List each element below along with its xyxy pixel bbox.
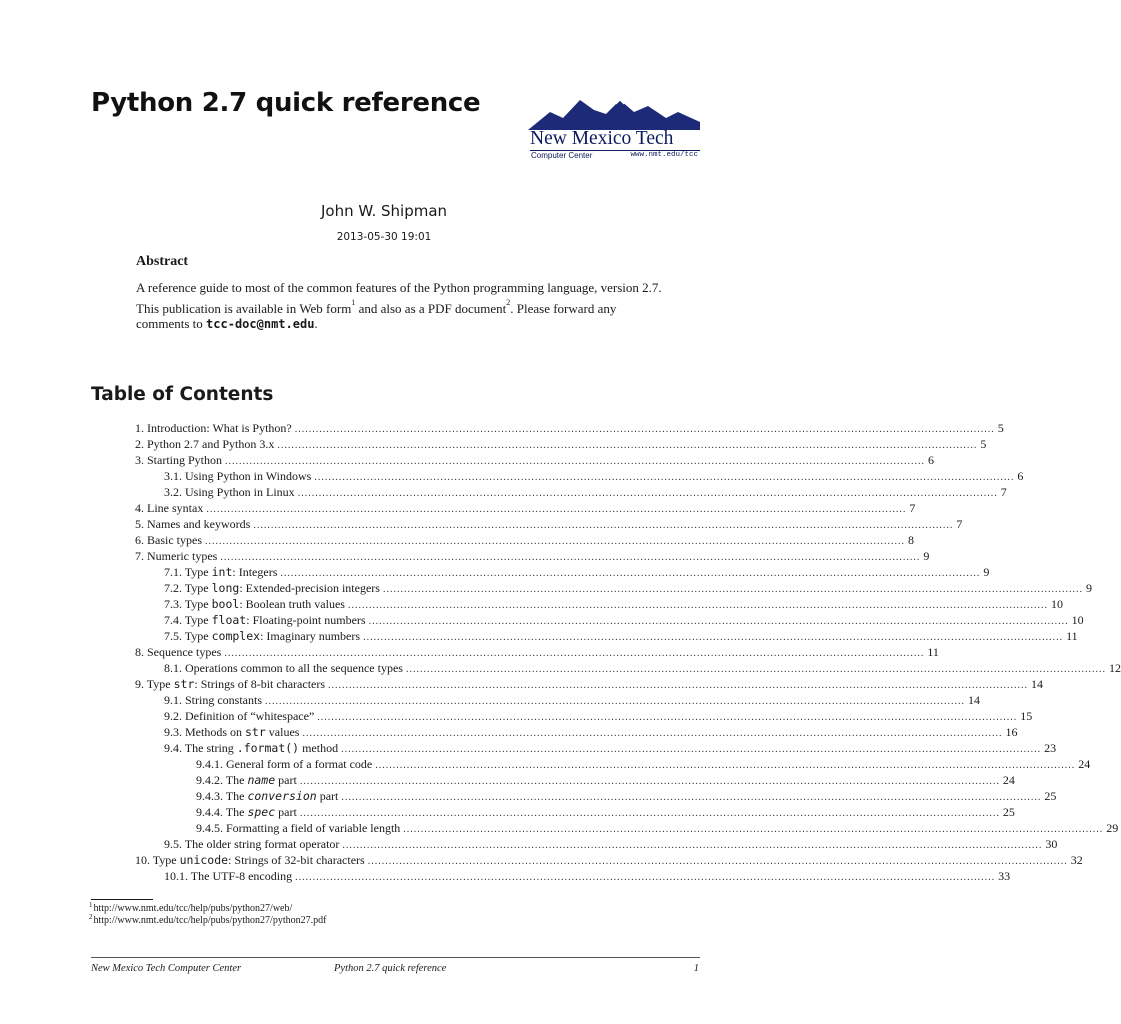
toc-entry-label <box>164 612 366 628</box>
toc-entry-label: 2. Python 2.7 and Python 3.x <box>135 437 275 451</box>
toc-entry-label <box>196 788 338 804</box>
toc-leader-dots: ........................................................................................................................................................................................................ <box>302 728 1003 739</box>
footnote-ref[interactable]: 1 <box>351 298 356 308</box>
toc-label-text: part <box>275 773 297 787</box>
toc-code-term: long <box>211 581 240 595</box>
toc-page-number: 10 <box>1071 613 1084 627</box>
toc-leader-dots: ........................................................................................................................................................................................................ <box>367 856 1068 867</box>
toc-page-number: 32 <box>1070 853 1083 867</box>
toc-leader-dots: ........................................................................................................................................................................................................ <box>280 568 981 579</box>
toc-leader-dots: ........................................................................................................................................................................................................ <box>341 792 1042 803</box>
toc-italic-term: spec <box>247 805 276 819</box>
toc-page-number: 8 <box>908 533 914 547</box>
toc-leader-dots: ........................................................................................................................................................................................................ <box>205 536 905 547</box>
toc-entry[interactable] <box>135 836 1058 852</box>
toc-leader-dots: ........................................................................................................................................................................................................ <box>368 616 1069 627</box>
toc-entry[interactable] <box>135 516 963 532</box>
toc-entry-label: 8. Sequence types <box>135 645 222 659</box>
toc-leader-dots: ........................................................................................................................................................................................................ <box>314 472 1015 483</box>
contact-email[interactable]: tcc-doc@nmt.edu <box>206 317 315 331</box>
toc-leader-dots: ........................................................................................................................................................................................................ <box>224 648 925 659</box>
toc-entry-label <box>164 740 338 756</box>
toc-label-text: 7.3. Type <box>164 597 212 611</box>
toc-entry-label <box>164 564 277 580</box>
toc-entry[interactable] <box>135 420 1004 436</box>
toc-leader-dots: ........................................................................................................................................................................................................ <box>297 488 998 499</box>
toc-page-number: 33 <box>998 869 1011 883</box>
toc-code-term: str <box>173 677 195 691</box>
toc-code-term: bool <box>211 597 240 611</box>
abstract-text: . Please forward any comments to <box>136 300 617 331</box>
footnote <box>89 912 327 927</box>
toc-leader-dots: ........................................................................................................................................................................................................ <box>375 760 1076 771</box>
toc-entry[interactable] <box>135 564 990 580</box>
toc-entry[interactable] <box>135 484 1007 500</box>
toc-entry-label: 1. Introduction: What is Python? <box>135 421 292 435</box>
toc-entry-label: 9.4.1. General form of a format code <box>196 757 373 771</box>
logo-url: www.nmt.edu/tcc <box>630 151 698 159</box>
author: John W. Shipman <box>320 202 448 220</box>
toc-entry-label: 4. Line syntax <box>135 501 204 515</box>
logo-name: New Mexico Tech <box>530 128 674 149</box>
toc-leader-dots: ........................................................................................................................................................................................................ <box>405 664 1106 675</box>
toc-label-text: : Boolean truth values <box>239 597 345 611</box>
toc-page-number: 25 <box>1044 789 1057 803</box>
toc-entry[interactable] <box>135 436 987 452</box>
toc-entry[interactable] <box>135 500 916 516</box>
toc-entry[interactable] <box>135 548 930 564</box>
toc-label-text: 10. Type <box>135 853 180 867</box>
toc-entry[interactable] <box>135 452 935 468</box>
toc-label-text: part <box>275 805 297 819</box>
toc-label-text: : Strings of 32-bit characters <box>228 853 365 867</box>
footer-divider <box>91 957 700 958</box>
toc-label-text: : Extended-precision integers <box>239 581 380 595</box>
new-mexico-tech-logo <box>528 98 700 162</box>
footnotes <box>89 900 327 927</box>
toc-label-text: values <box>265 725 300 739</box>
toc-entry[interactable] <box>135 532 914 548</box>
toc-page-number: 9 <box>983 565 990 579</box>
toc-label-text: 7.5. Type <box>164 629 212 643</box>
toc-entry[interactable] <box>135 820 1119 836</box>
toc-label-text: 7.2. Type <box>164 581 212 595</box>
toc-entry-label <box>196 772 297 788</box>
toc-label-text: 7.4. Type <box>164 613 212 627</box>
toc-code-term: complex <box>211 629 261 643</box>
toc-label-text: 7.1. Type <box>164 565 212 579</box>
toc-page-number: 11 <box>927 645 939 659</box>
document-title: Python 2.7 quick reference <box>91 88 481 118</box>
toc-page-number: 6 <box>928 453 935 467</box>
toc-page-number: 23 <box>1044 741 1057 755</box>
toc-label-text: part <box>316 789 339 803</box>
toc-leader-dots: ........................................................................................................................................................................................................ <box>328 680 1029 691</box>
toc-entry-label: 9.2. Definition of “whitespace” <box>164 709 315 723</box>
toc-label-text: method <box>299 741 339 755</box>
toc-entry-label: 9.5. The older string format operator <box>164 837 340 851</box>
toc-entry[interactable] <box>135 692 980 708</box>
toc-entry-label: 8.1. Operations common to all the sequence types <box>164 661 403 675</box>
toc-leader-dots: ........................................................................................................................................................................................................ <box>265 696 965 707</box>
toc-entry-label: 10.1. The UTF-8 encoding <box>164 869 293 883</box>
toc-entry-label: 5. Names and keywords <box>135 517 251 531</box>
toc-leader-dots: ........................................................................................................................................................................................................ <box>225 456 926 467</box>
toc-leader-dots: ........................................................................................................................................................................................................ <box>403 824 1104 835</box>
publication-date: 2013-05-30 19:01 <box>336 231 432 243</box>
toc-entry-label <box>135 852 365 868</box>
footnote-divider <box>91 899 153 900</box>
toc-page-number: 14 <box>1031 677 1044 691</box>
toc-entry[interactable] <box>135 596 1063 612</box>
toc-leader-dots: ........................................................................................................................................................................................................ <box>299 776 1000 787</box>
toc-entry[interactable] <box>135 788 1057 804</box>
toc-page-number: 12 <box>1108 661 1121 675</box>
toc-entry[interactable] <box>135 772 1015 788</box>
abstract-paragraph: A reference guide to most of the common features of the Python programming language, version 2.7. <box>136 280 662 295</box>
toc-leader-dots: ........................................................................................................................................................................................................ <box>382 584 1083 595</box>
footnote-ref[interactable]: 2 <box>506 298 511 308</box>
toc-entry-label: 3.2. Using Python in Linux <box>164 485 295 499</box>
toc-entry-label: 6. Basic types <box>135 533 202 547</box>
toc-entry[interactable] <box>135 628 1078 644</box>
toc-label-text: : Floating-point numbers <box>246 613 366 627</box>
toc-entry[interactable] <box>135 660 1121 676</box>
logo-subtitle: Computer Center <box>531 151 593 160</box>
toc-page-number: 5 <box>997 421 1004 435</box>
toc-leader-dots: ........................................................................................................................................................................................................ <box>317 712 1018 723</box>
toc-page-number: 9 <box>923 549 930 563</box>
footer-organization: New Mexico Tech Computer Center <box>91 963 242 974</box>
footnote-number: 2 <box>89 912 93 921</box>
toc-code-term: float <box>211 613 247 627</box>
toc-leader-dots: ........................................................................................................................................................................................................ <box>341 744 1042 755</box>
toc-entry-label <box>164 596 345 612</box>
toc-label-text: 9.4.3. The <box>196 789 248 803</box>
toc-leader-dots: ........................................................................................................................................................................................................ <box>342 840 1043 851</box>
abstract-text: This publication is available in Web form <box>136 300 352 316</box>
mountain-logo-icon <box>528 98 700 132</box>
toc-label-text: 9.4.4. The <box>196 805 248 819</box>
toc-label-text: 9.3. Methods on <box>164 725 245 739</box>
footer-title: Python 2.7 quick reference <box>334 963 447 974</box>
toc-page-number: 24 <box>1002 773 1015 787</box>
toc-label-text: 9.4.2. The <box>196 773 248 787</box>
toc-entry[interactable] <box>135 740 1057 756</box>
toc-code-term: .format() <box>236 741 300 755</box>
toc-entry-label: 9.4.5. Formatting a field of variable length <box>196 821 401 835</box>
toc-page-number: 15 <box>1020 709 1033 723</box>
toc-entry[interactable] <box>135 580 1092 596</box>
toc-page-number: 25 <box>1002 805 1015 819</box>
toc-page-number: 7 <box>1000 485 1007 499</box>
toc-entry-label: 3.1. Using Python in Windows <box>164 469 312 483</box>
toc-entry-label <box>164 580 380 596</box>
toc-code-term: int <box>211 565 233 579</box>
toc-page-number: 10 <box>1050 597 1063 611</box>
footnote-url[interactable]: http://www.nmt.edu/tcc/help/pubs/python27/web/ <box>93 903 293 914</box>
toc-entry[interactable] <box>135 644 939 660</box>
toc-leader-dots: ........................................................................................................................................................................................................ <box>294 424 995 435</box>
toc-entry-label <box>135 676 325 692</box>
toc-page-number: 14 <box>968 693 980 707</box>
toc-leader-dots: ........................................................................................................................................................................................................ <box>295 872 996 883</box>
abstract-paragraph <box>136 298 664 333</box>
footnote-url[interactable]: http://www.nmt.edu/tcc/help/pubs/python27/python27.pdf <box>93 915 327 926</box>
toc-entry[interactable] <box>135 868 1011 884</box>
toc-page-number: 6 <box>1017 469 1024 483</box>
abstract-heading: Abstract <box>136 254 189 269</box>
toc-page-number: 16 <box>1005 725 1018 739</box>
toc-leader-dots: ........................................................................................................................................................................................................ <box>277 440 978 451</box>
toc-leader-dots: ........................................................................................................................................................................................................ <box>206 504 907 515</box>
toc-entry[interactable] <box>135 612 1084 628</box>
abstract-text: and also as a PDF document <box>355 300 507 316</box>
toc-leader-dots: ........................................................................................................................................................................................................ <box>363 632 1064 643</box>
toc-page-number: 30 <box>1045 837 1058 851</box>
toc-entry[interactable] <box>135 756 1091 772</box>
toc-entry[interactable] <box>135 852 1083 868</box>
toc-code-term: unicode <box>179 853 229 867</box>
toc-leader-dots: ........................................................................................................................................................................................................ <box>299 808 1000 819</box>
toc-leader-dots: ........................................................................................................................................................................................................ <box>253 520 954 531</box>
toc-entry[interactable] <box>135 708 1033 724</box>
toc-label-text: : Strings of 8-bit characters <box>194 677 326 691</box>
page-number: 1 <box>693 963 699 974</box>
toc-label-text: : Imaginary numbers <box>260 629 361 643</box>
toc-italic-term: conversion <box>247 789 317 803</box>
toc-entry-label <box>164 628 360 644</box>
toc-leader-dots: ........................................................................................................................................................................................................ <box>347 600 1048 611</box>
toc-page-number: 9 <box>1085 581 1092 595</box>
footnote-number: 1 <box>89 900 93 909</box>
toc-page-number: 7 <box>909 501 916 515</box>
toc-entry-label: 9.1. String constants <box>164 693 262 707</box>
toc-page-number: 29 <box>1106 821 1119 835</box>
toc-entry[interactable] <box>135 804 1015 820</box>
abstract-body <box>136 280 664 338</box>
toc-entry-label: 7. Numeric types <box>135 549 218 563</box>
toc-entry[interactable] <box>135 724 1018 740</box>
toc-entry[interactable] <box>135 468 1024 484</box>
footnote <box>89 900 326 915</box>
toc-italic-term: name <box>247 773 276 787</box>
toc-entry[interactable] <box>135 676 1044 692</box>
toc-label-text: : Integers <box>232 565 278 579</box>
toc-code-term: str <box>245 725 266 739</box>
toc-entry-label <box>164 724 299 740</box>
toc-heading: Table of Contents <box>91 384 274 405</box>
toc-page-number: 11 <box>1066 629 1078 643</box>
toc-entry-label: 3. Starting Python <box>135 453 223 467</box>
toc-page-number: 7 <box>956 517 963 531</box>
toc-label-text: 9. Type <box>135 677 174 691</box>
table-of-contents <box>135 420 1121 884</box>
toc-page-number: 24 <box>1078 757 1091 771</box>
toc-leader-dots: ........................................................................................................................................................................................................ <box>220 552 921 563</box>
abstract-text: . <box>314 316 318 331</box>
toc-page-number: 5 <box>980 437 987 451</box>
toc-entry-label <box>196 804 297 820</box>
toc-label-text: 9.4. The string <box>164 741 237 755</box>
